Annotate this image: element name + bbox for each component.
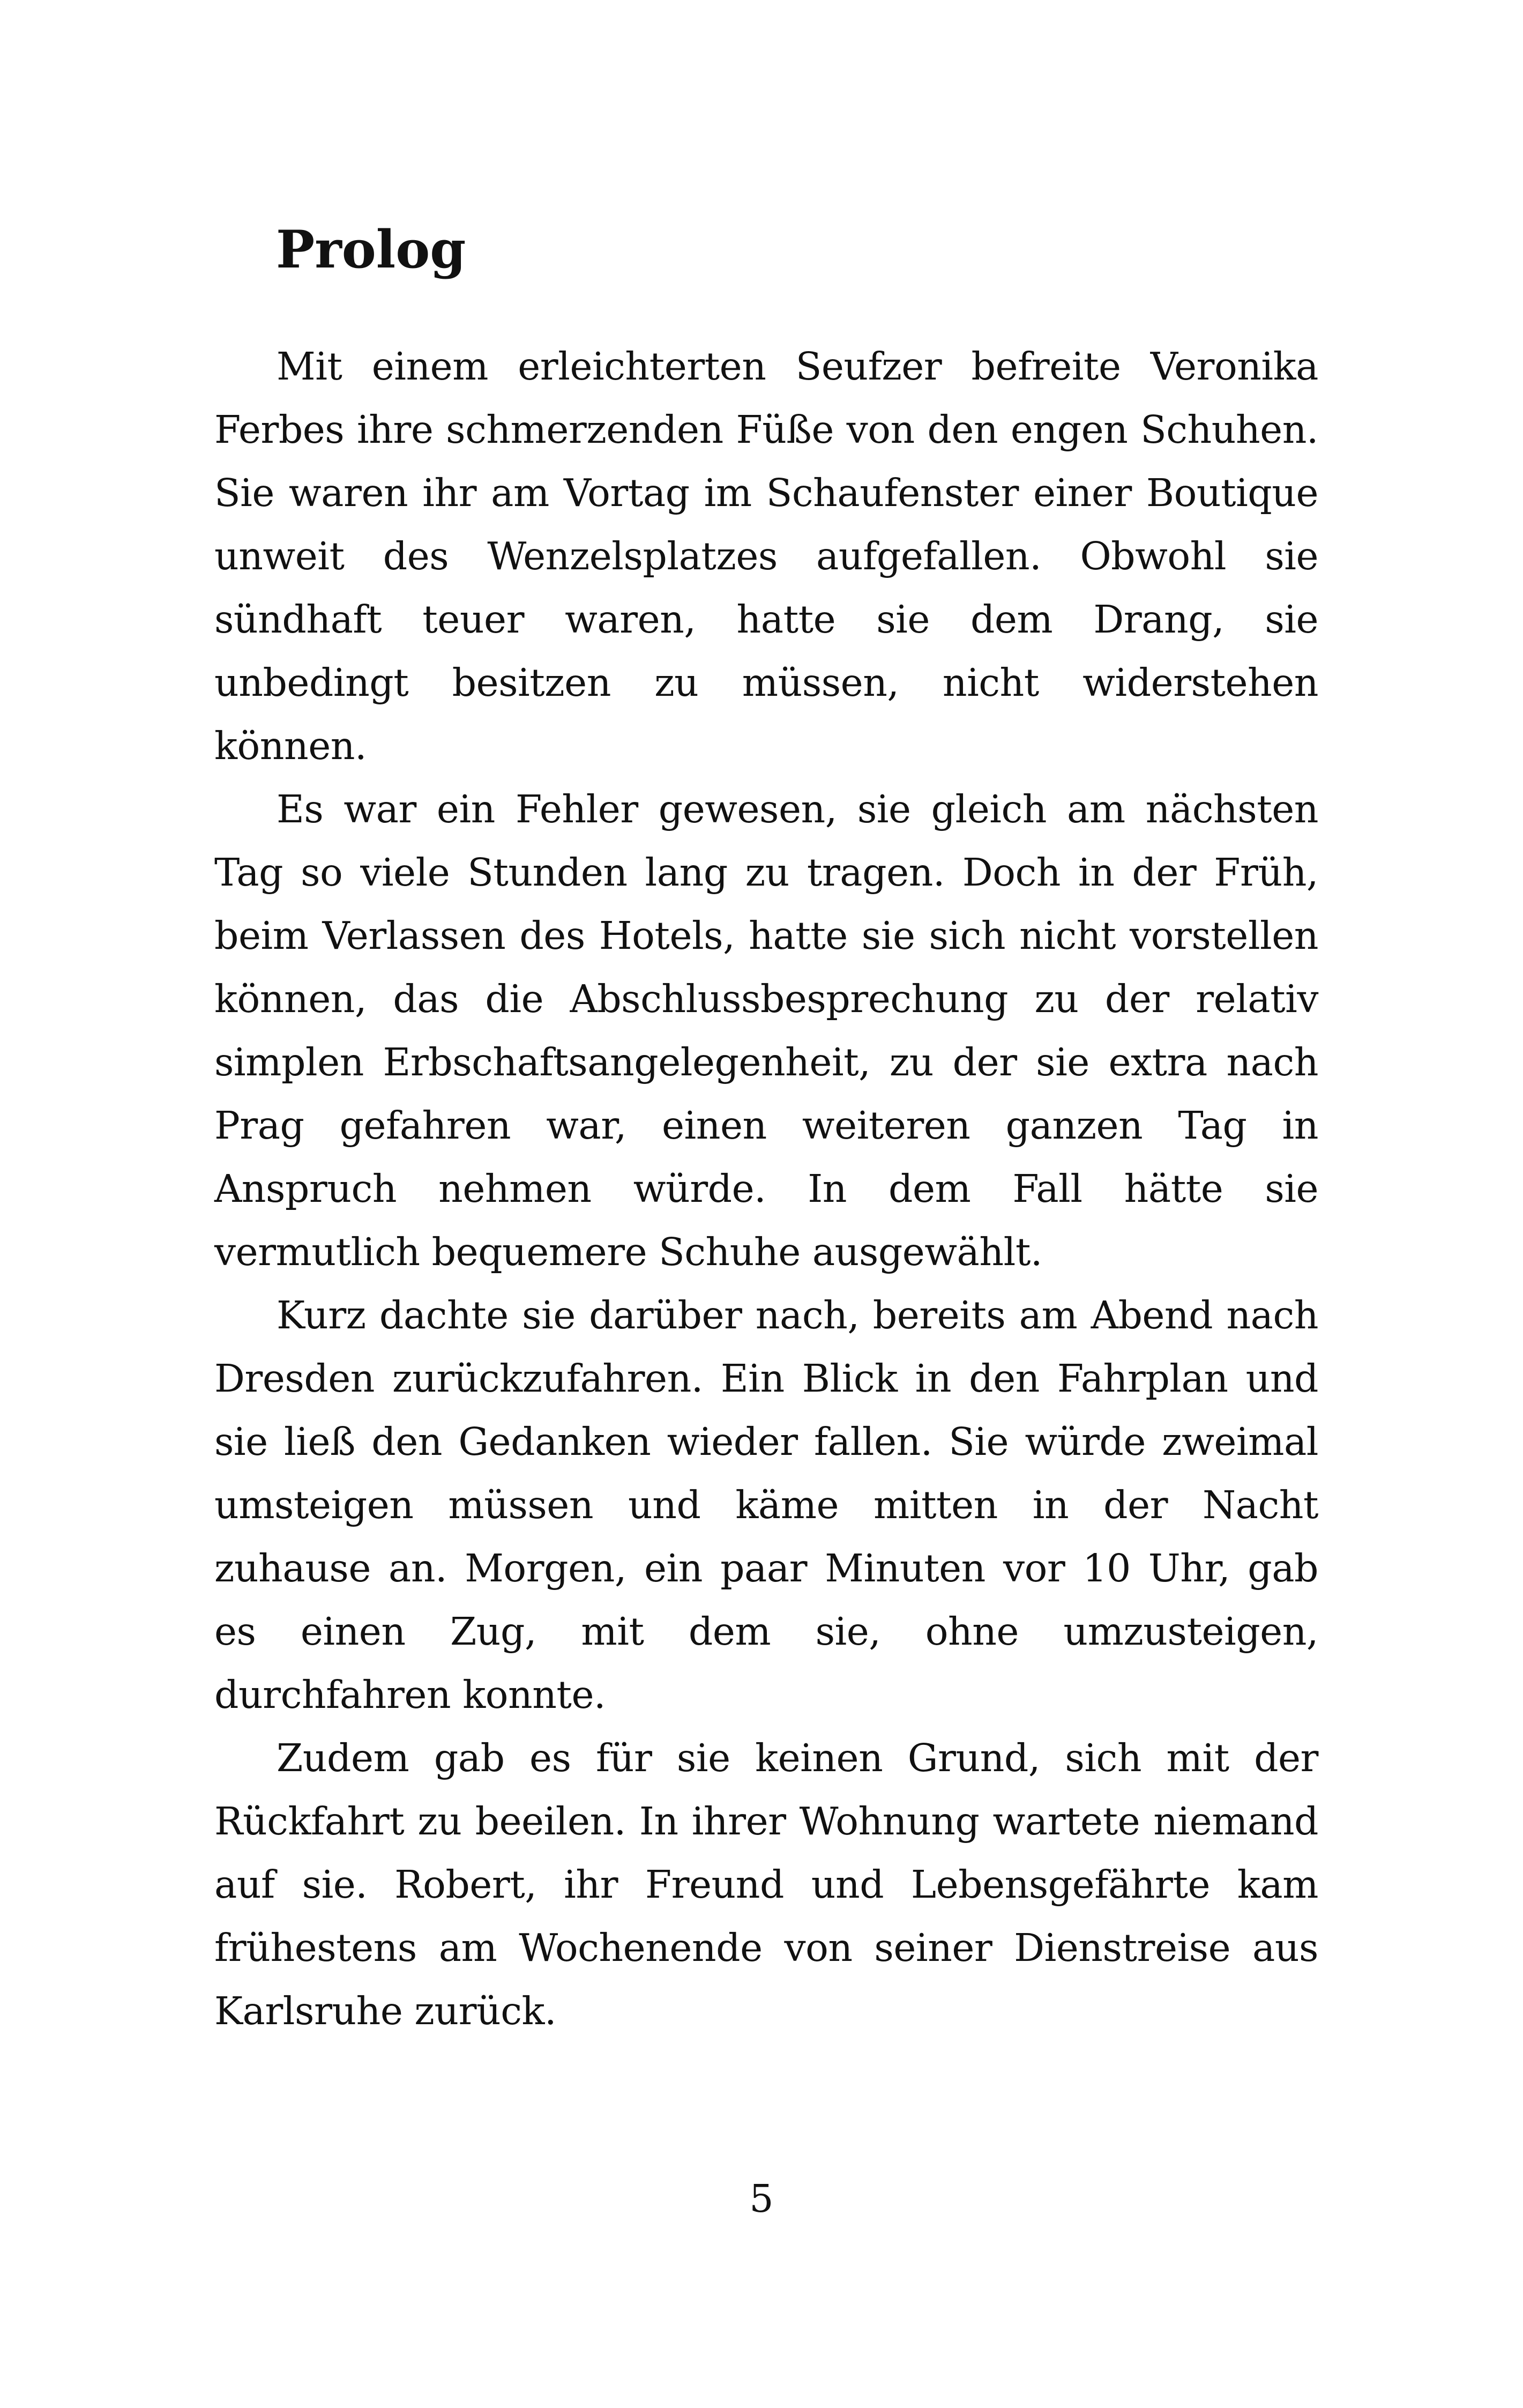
chapter-title: Prolog <box>276 219 466 280</box>
paragraph-1: Mit einem erleichterten Seufzer befreite Veronika Ferbes ihre schmerzenden Füße von den engen Schuhen. Sie waren ihr am Vortag im Schaufenster einer Boutique unweit des Wenzelsplatzes aufgefallen. Obwohl sie sündhaft teuer waren, hatte sie dem Drang, sie unbedingt besitzen zu müssen, nicht widerstehen können. <box>214 344 1318 768</box>
body-text <box>214 335 1318 2043</box>
paragraph-3: Kurz dachte sie darüber nach, bereits am Abend nach Dresden zurückzufahren. Ein Blick in den Fahrplan und sie ließ den Gedanken wieder fallen. Sie würde zweimal umsteigen müssen und käme mitten in der Nacht zuhause an. Morgen, ein paar Minuten vor 10 Uhr, gab es einen Zug, mit dem sie, ohne umzusteigen, durchfahren konnte. <box>214 1293 1318 1717</box>
page-number: 5 <box>749 2176 774 2221</box>
paragraph-4: Zudem gab es für sie keinen Grund, sich mit der Rückfahrt zu beeilen. In ihrer Wohnung wartete niemand auf sie. Robert, ihr Freund und Lebensgefährte kam frühestens am Wochenende von seiner Dienstreise aus Karlsruhe zurück. <box>214 1736 1318 2033</box>
paragraph-2: Es war ein Fehler gewesen, sie gleich am nächsten Tag so viele Stunden lang zu tragen. Doch in der Früh, beim Verlassen des Hotels, hatte sie sich nicht vorstellen können, das die Abschlussbesprechung zu der relativ simplen Erbschaftsangelegenheit, zu der sie extra nach Prag gefahren war, einen weiteren ganzen Tag in Anspruch nehmen würde. In dem Fall hätte sie vermutlich bequemere Schuhe ausgewählt. <box>214 787 1318 1274</box>
